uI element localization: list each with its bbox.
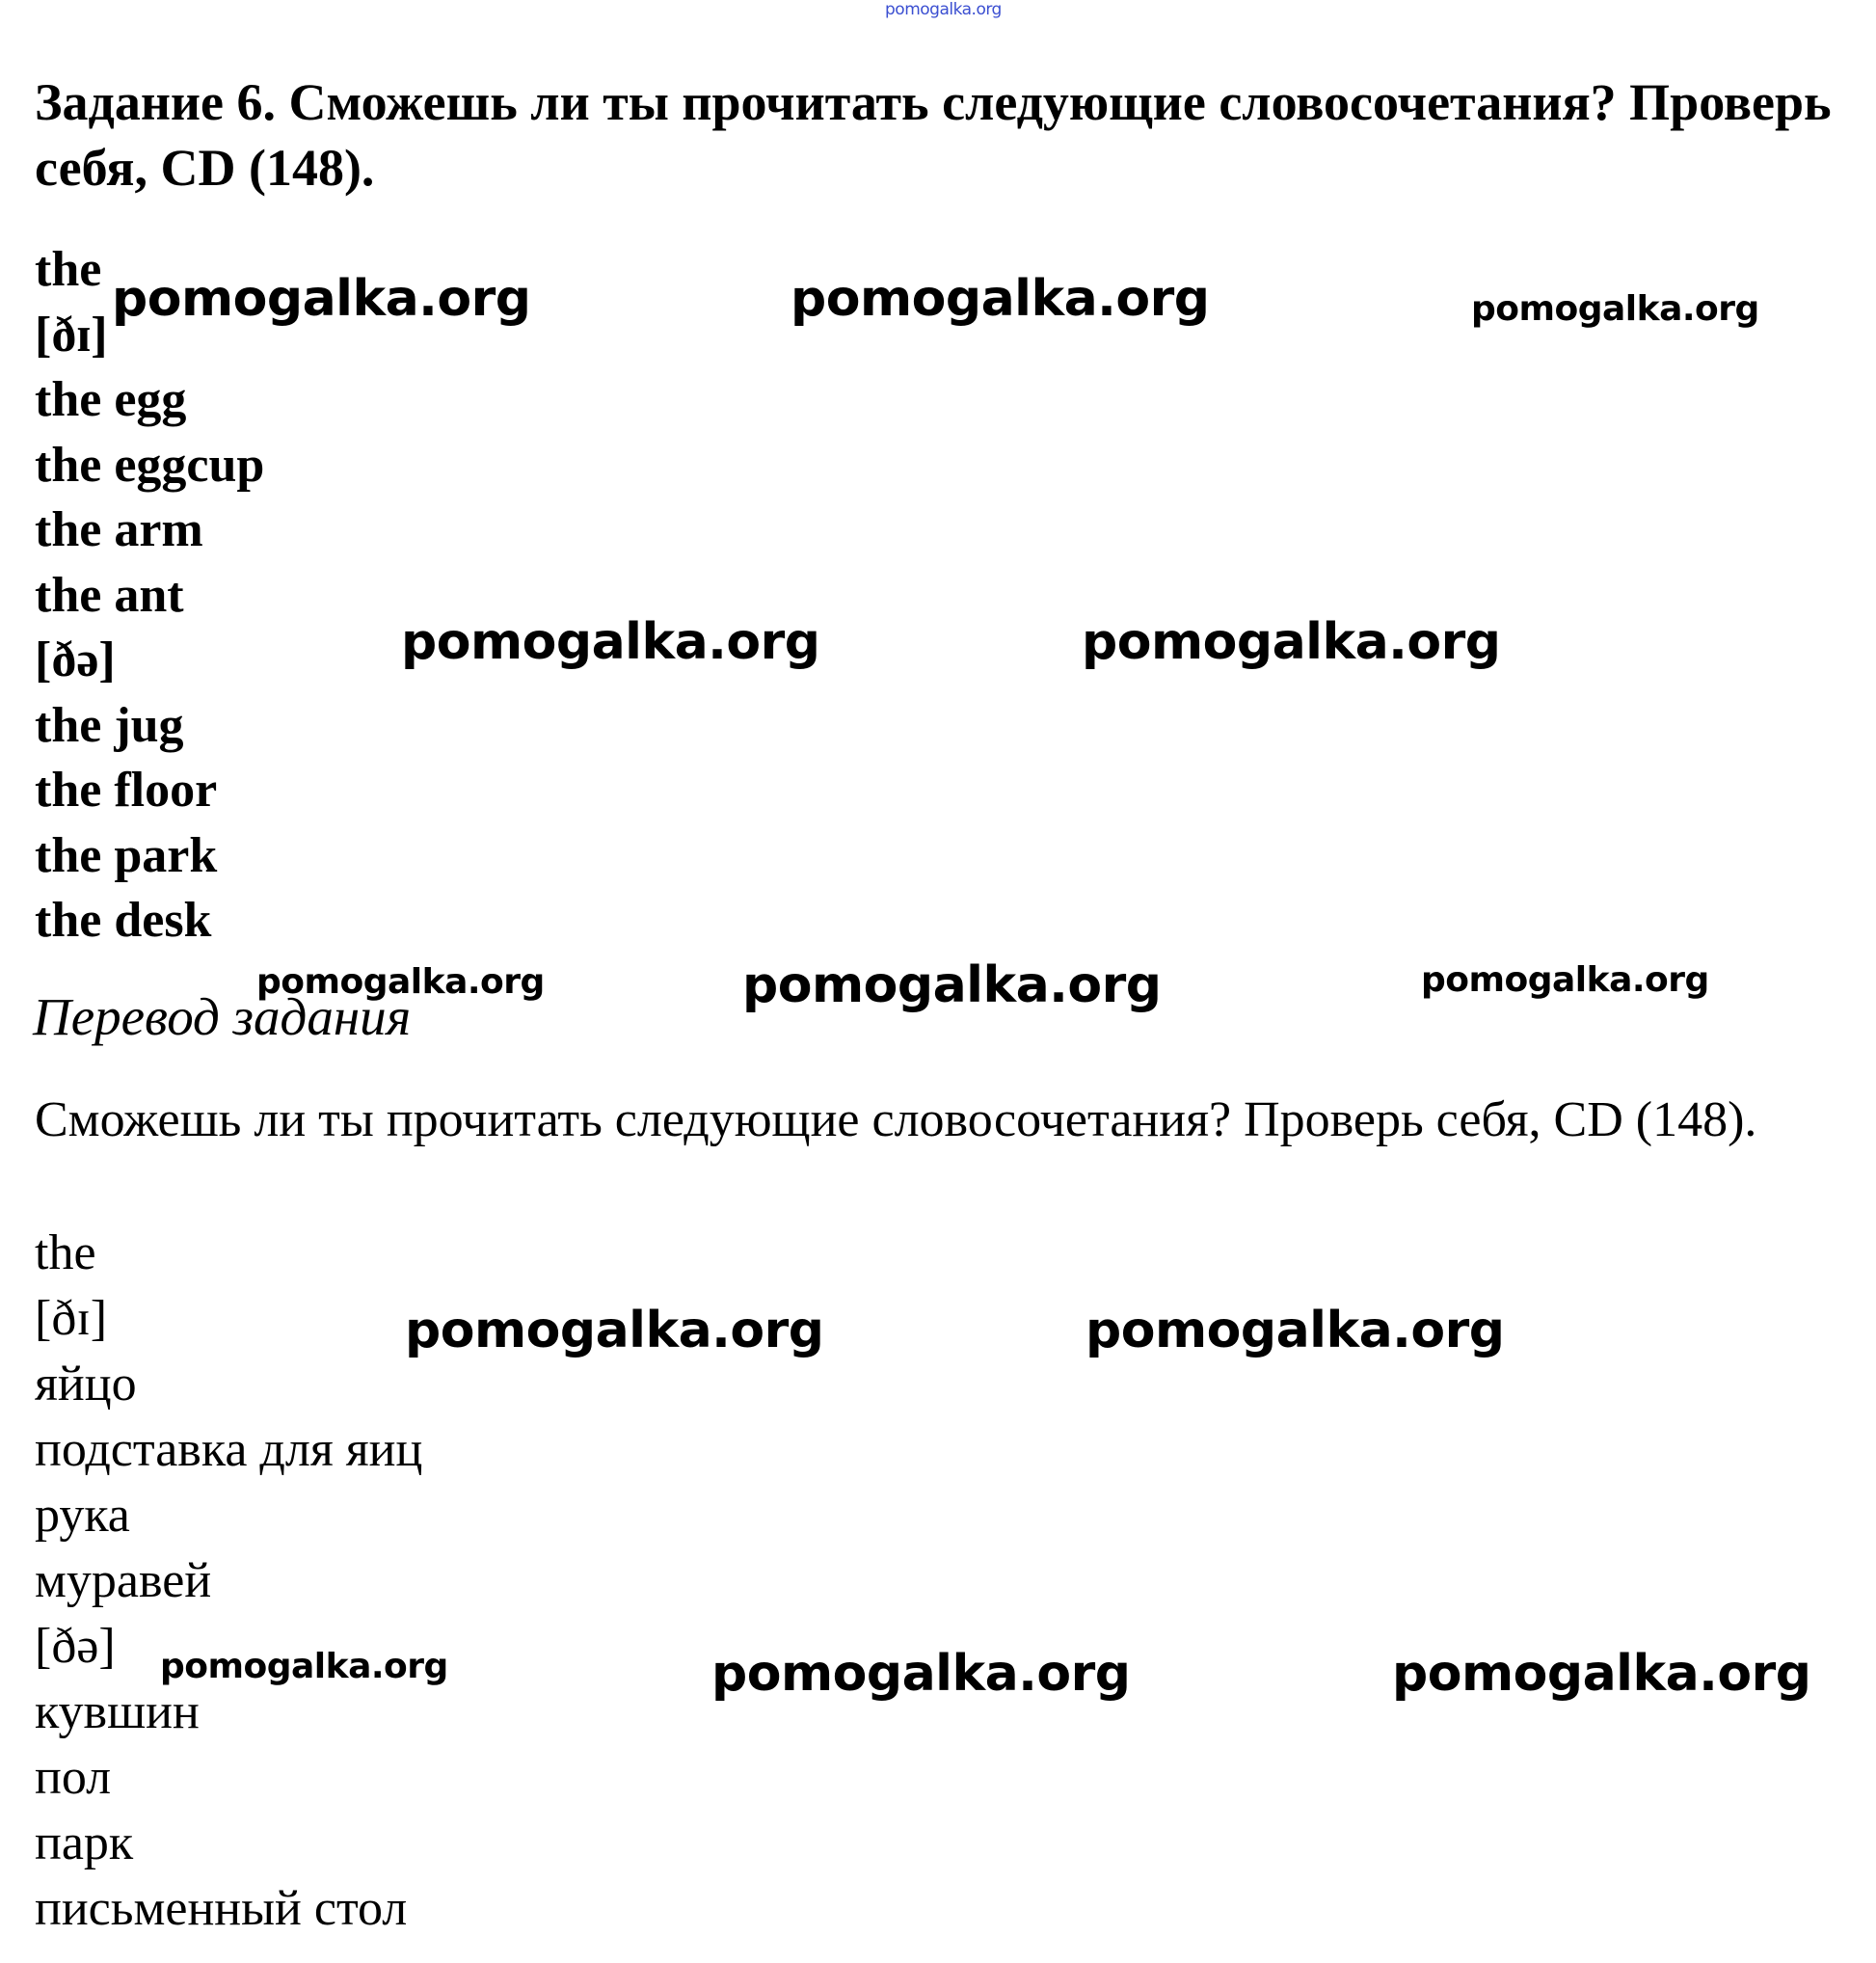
translation-heading: Перевод задания: [33, 987, 412, 1046]
list-item: муравей: [35, 1553, 212, 1608]
list-item: [ðə]: [35, 632, 116, 687]
watermark: pomogalka.org: [1392, 1645, 1811, 1703]
list-item: the desk: [35, 893, 212, 948]
watermark: pomogalka.org: [1082, 613, 1501, 671]
top-watermark: pomogalka.org: [885, 0, 1002, 19]
watermark: pomogalka.org: [1471, 289, 1759, 329]
word-list: [35, 237, 264, 954]
watermark: pomogalka.org: [742, 956, 1162, 1014]
watermark: pomogalka.org: [112, 270, 531, 328]
list-item: the: [35, 242, 102, 297]
watermark: pomogalka.org: [405, 1302, 824, 1359]
list-item: [ðɪ]: [35, 1291, 108, 1346]
watermark: pomogalka.org: [256, 962, 545, 1002]
list-item: the floor: [35, 763, 218, 818]
watermark: pomogalka.org: [1421, 960, 1709, 1000]
list-item: письменный стол: [35, 1881, 408, 1936]
list-item: the park: [35, 827, 218, 883]
list-item: подставка для яиц: [35, 1422, 423, 1477]
list-item: [ðə]: [35, 1619, 116, 1674]
list-item: the ant: [35, 567, 184, 623]
list-item: the arm: [35, 502, 203, 557]
watermark: pomogalka.org: [791, 270, 1210, 328]
watermark: pomogalka.org: [401, 613, 820, 671]
list-item: пол: [35, 1750, 112, 1805]
watermark: pomogalka.org: [160, 1647, 448, 1686]
list-item: the: [35, 1225, 96, 1280]
list-item: the jug: [35, 697, 184, 753]
task-title: Задание 6. Сможешь ли ты прочитать следующие словосочетания? Проверь себя, CD (148).: [35, 73, 1832, 197]
list-item: яйцо: [35, 1357, 137, 1412]
list-item: рука: [35, 1488, 130, 1543]
watermark: pomogalka.org: [1085, 1302, 1505, 1359]
list-item: [ðɪ]: [35, 307, 108, 363]
list-item: the egg: [35, 372, 187, 427]
list-item: кувшин: [35, 1684, 200, 1739]
translation-list: [35, 1221, 422, 1942]
translation-title: Сможешь ли ты прочитать следующие словосочетания? Проверь себя, CD (148).: [35, 1092, 1757, 1147]
list-item: парк: [35, 1815, 134, 1870]
watermark: pomogalka.org: [711, 1645, 1131, 1703]
list-item: the eggcup: [35, 437, 265, 493]
